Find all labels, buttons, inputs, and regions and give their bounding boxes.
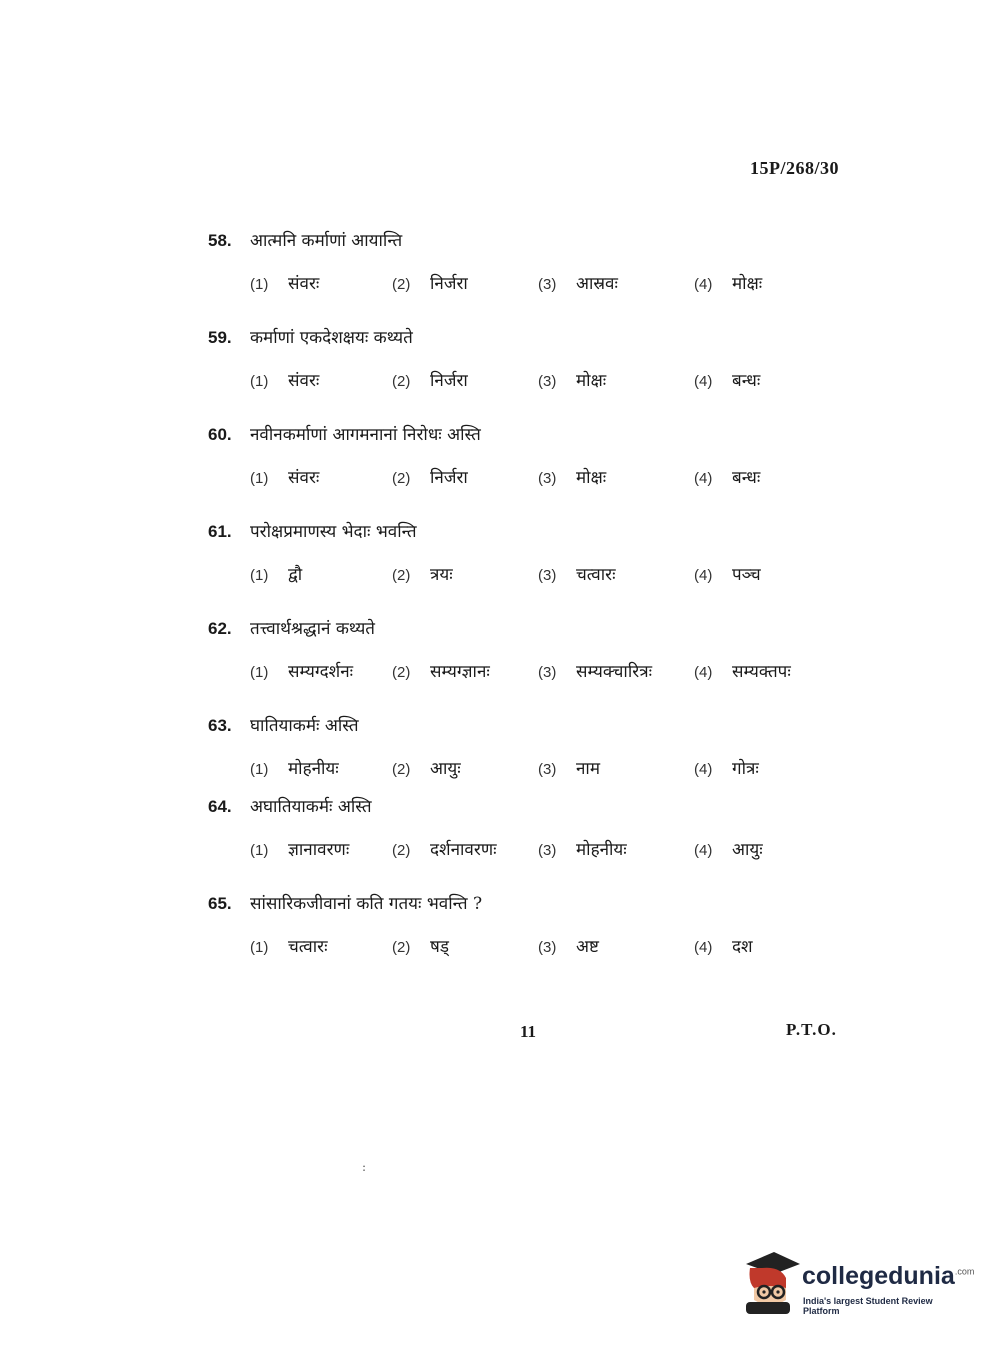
option-4 — [694, 271, 762, 294]
question-text: आत्मनि कर्माणां आयान्ति — [250, 231, 403, 251]
option-number: (1) — [250, 470, 269, 487]
option-text: गोत्रः — [732, 759, 759, 779]
option-1 — [250, 934, 328, 957]
option-text: चत्वारः — [288, 937, 328, 957]
option-number: (4) — [694, 664, 713, 681]
option-text: निर्जरा — [430, 371, 468, 391]
option-2 — [392, 756, 461, 779]
option-2 — [392, 562, 453, 585]
option-text: सम्यक्तपः — [732, 662, 791, 682]
option-number: (3) — [538, 761, 557, 778]
option-number: (4) — [694, 842, 713, 859]
option-number: (1) — [250, 567, 269, 584]
question-64 — [208, 794, 848, 863]
option-number: (3) — [538, 664, 557, 681]
option-number: (3) — [538, 470, 557, 487]
option-number: (1) — [250, 842, 269, 859]
option-text: मोहनीयः — [576, 840, 627, 860]
question-number: 59. — [208, 328, 232, 347]
question-text: परोक्षप्रमाणस्य भेदाः भवन्ति — [250, 522, 417, 542]
option-2 — [392, 465, 468, 488]
question-number: 63. — [208, 716, 232, 735]
option-3 — [538, 562, 616, 585]
option-text: अष्ट — [576, 937, 599, 957]
option-number: (2) — [392, 470, 411, 487]
question-number: 60. — [208, 425, 232, 444]
option-3 — [538, 368, 606, 391]
option-text: मोक्षः — [576, 371, 607, 391]
question-61 — [208, 519, 848, 588]
option-4 — [694, 562, 761, 585]
option-3 — [538, 659, 652, 682]
option-text: दर्शनावरणः — [430, 840, 497, 860]
question-text: तत्त्वार्थश्रद्धानं कथ्यते — [250, 619, 375, 639]
option-text: पञ्च — [732, 565, 761, 585]
question-text: अघातियाकर्मः अस्ति — [250, 797, 372, 817]
option-text: निर्जरा — [430, 274, 468, 294]
option-number: (2) — [392, 842, 411, 859]
option-number: (4) — [694, 276, 713, 293]
option-number: (4) — [694, 567, 713, 584]
option-number: (3) — [538, 842, 557, 859]
option-1 — [250, 271, 319, 294]
option-2 — [392, 934, 449, 957]
option-number: (4) — [694, 939, 713, 956]
option-1 — [250, 756, 339, 779]
option-number: (4) — [694, 470, 713, 487]
question-number: 64. — [208, 797, 232, 816]
option-4 — [694, 756, 759, 779]
brand-name: collegedunia$^{.com}$ — [802, 1262, 975, 1290]
option-number: (2) — [392, 276, 411, 293]
option-text: त्रयः — [430, 565, 453, 585]
question-text: कर्माणां एकदेशक्षयः कथ्यते — [250, 328, 413, 348]
option-text: सम्यग्ज्ञानः — [430, 662, 490, 682]
option-number: (3) — [538, 373, 557, 390]
option-text: मोहनीयः — [288, 759, 339, 779]
option-1 — [250, 368, 319, 391]
student-mascot-icon — [740, 1248, 802, 1318]
option-text: सम्यग्दर्शनः — [288, 662, 354, 682]
option-2 — [392, 659, 490, 682]
option-text: द्वौ — [288, 565, 303, 585]
option-1 — [250, 465, 319, 488]
option-text: बन्धः — [732, 371, 761, 391]
pto-label: P.T.O. — [786, 1020, 837, 1039]
question-text: सांसारिकजीवानां कति गतयः भवन्ति ? — [250, 894, 483, 914]
option-number: (1) — [250, 373, 269, 390]
option-number: (2) — [392, 373, 411, 390]
option-text: षड् — [430, 937, 449, 957]
question-59 — [208, 325, 848, 394]
option-text: दश — [732, 937, 753, 957]
option-1 — [250, 659, 353, 682]
option-number: (2) — [392, 939, 411, 956]
option-number: (3) — [538, 567, 557, 584]
option-3 — [538, 837, 627, 860]
question-number: 61. — [208, 522, 232, 541]
option-4 — [694, 934, 753, 957]
option-2 — [392, 837, 497, 860]
option-number: (1) — [250, 939, 269, 956]
stray-mark: : — [362, 1160, 367, 1174]
question-65 — [208, 891, 848, 960]
option-text: संवरः — [288, 468, 320, 488]
option-number: (4) — [694, 373, 713, 390]
option-1 — [250, 562, 302, 585]
question-number: 62. — [208, 619, 232, 638]
question-text: घातियाकर्मः अस्ति — [250, 716, 359, 736]
option-4 — [694, 368, 760, 391]
option-3 — [538, 465, 606, 488]
option-text: बन्धः — [732, 468, 761, 488]
option-3 — [538, 934, 599, 957]
question-62 — [208, 616, 848, 685]
option-4 — [694, 837, 763, 860]
option-text: सम्यक्चारित्रः — [576, 662, 653, 682]
option-number: (2) — [392, 664, 411, 681]
option-number: (1) — [250, 761, 269, 778]
option-text: संवरः — [288, 274, 320, 294]
option-text: आस्रवः — [576, 274, 618, 294]
option-number: (3) — [538, 939, 557, 956]
option-4 — [694, 659, 791, 682]
option-text: चत्वारः — [576, 565, 616, 585]
question-60 — [208, 422, 848, 491]
option-text: निर्जरा — [430, 468, 468, 488]
option-3 — [538, 271, 618, 294]
option-number: (3) — [538, 276, 557, 293]
option-text: आयुः — [732, 840, 763, 860]
option-text: आयुः — [430, 759, 461, 779]
option-text: मोक्षः — [732, 274, 763, 294]
page-number: 11 — [520, 1022, 537, 1041]
option-3 — [538, 756, 600, 779]
option-number: (4) — [694, 761, 713, 778]
option-number: (2) — [392, 567, 411, 584]
option-number: (1) — [250, 664, 269, 681]
option-text: ज्ञानावरणः — [288, 840, 350, 860]
option-number: (1) — [250, 276, 269, 293]
brand-tagline: India's largest Student Review Platform — [803, 1296, 933, 1316]
option-1 — [250, 837, 349, 860]
question-58 — [208, 228, 848, 297]
question-number: 58. — [208, 231, 232, 250]
option-2 — [392, 271, 468, 294]
option-4 — [694, 465, 760, 488]
option-text: मोक्षः — [576, 468, 607, 488]
option-text: नाम — [576, 759, 601, 779]
paper-code: 15P/268/30 — [750, 158, 839, 178]
option-number: (2) — [392, 761, 411, 778]
collegedunia-watermark — [740, 1248, 975, 1318]
question-number: 65. — [208, 894, 232, 913]
option-2 — [392, 368, 468, 391]
question-text: नवीनकर्माणां आगमनानां निरोधः अस्ति — [250, 425, 481, 445]
option-text: संवरः — [288, 371, 320, 391]
question-63 — [208, 713, 848, 782]
